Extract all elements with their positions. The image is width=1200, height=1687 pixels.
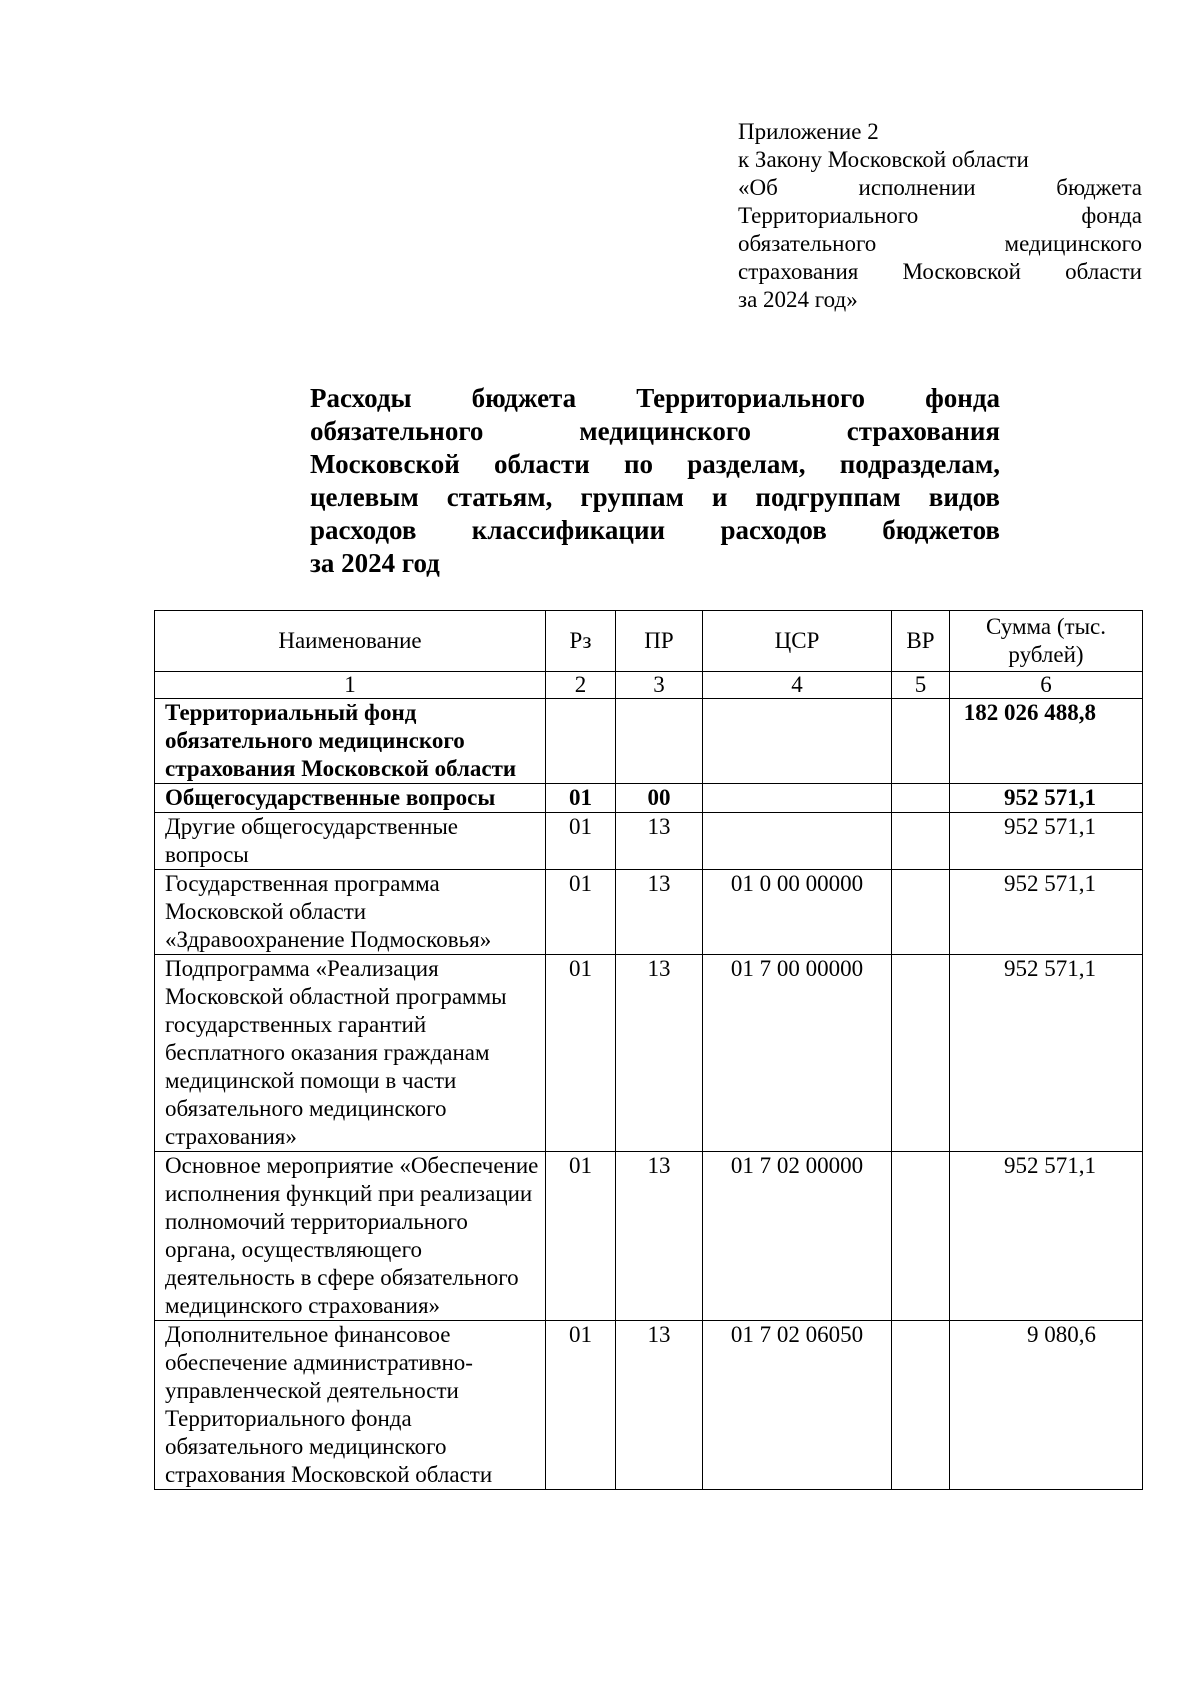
annex-block (738, 118, 1142, 314)
header-csr: ЦСР (703, 611, 892, 672)
row-pr: 13 (616, 1321, 703, 1490)
row-rz: 01 (546, 1152, 616, 1321)
header-vr: ВР (892, 611, 950, 672)
header-pr: ПР (616, 611, 703, 672)
row-name: Территориальный фонд обязательного медицинского страхования Московской области (155, 699, 546, 784)
expenditure-table (154, 610, 1143, 1490)
row-rz: 01 (546, 870, 616, 955)
column-number: 6 (950, 672, 1143, 699)
title-line: Расходы бюджета Территориального фонда (310, 383, 1000, 413)
table-row (155, 699, 1143, 784)
row-pr: 13 (616, 813, 703, 870)
row-name: Основное мероприятие «Обеспечение исполнения функций при реализации полномочий территориального органа, осуществляющего деятельность в сфере обязательного медицинского страхования» (155, 1152, 546, 1321)
annex-line: страхования Московской области (738, 259, 1142, 284)
row-rz: 01 (546, 955, 616, 1152)
header-name: Наименование (155, 611, 546, 672)
row-rz: 01 (546, 813, 616, 870)
column-number: 4 (703, 672, 892, 699)
column-number: 5 (892, 672, 950, 699)
title-line: за 2024 год (310, 548, 440, 578)
row-csr (703, 699, 892, 784)
row-csr: 01 7 02 06050 (703, 1321, 892, 1490)
row-vr (892, 813, 950, 870)
row-csr: 01 7 02 00000 (703, 1152, 892, 1321)
title-line: расходов классификации расходов бюджетов (310, 515, 1000, 545)
row-amount: 952 571,1 (950, 1152, 1143, 1321)
row-vr (892, 1321, 950, 1490)
table-row (155, 1152, 1143, 1321)
row-csr: 01 0 00 00000 (703, 870, 892, 955)
row-pr (616, 699, 703, 784)
column-number: 1 (155, 672, 546, 699)
table-row (155, 813, 1143, 870)
table-row (155, 870, 1143, 955)
row-name: Подпрограмма «Реализация Московской областной программы государственных гарантий бесплатного оказания гражданам медицинской помощи в части обязательного медицинского страхования» (155, 955, 546, 1152)
title-line: Московской области по разделам, подразделам, (310, 449, 1000, 479)
row-vr (892, 955, 950, 1152)
header-amount: Сумма (тыс. рублей) (950, 611, 1143, 672)
title-line: обязательного медицинского страхования (310, 416, 1000, 446)
table-row (155, 955, 1143, 1152)
row-pr: 13 (616, 1152, 703, 1321)
row-name: Государственная программа Московской области «Здравоохранение Подмосковья» (155, 870, 546, 955)
row-name: Дополнительное финансовое обеспечение административно-управленческой деятельности Территориального фонда обязательного медицинского страхования Московской области (155, 1321, 546, 1490)
row-amount: 182 026 488,8 (950, 699, 1143, 784)
row-vr (892, 784, 950, 813)
row-pr: 00 (616, 784, 703, 813)
annex-line: Территориального фонда (738, 203, 1142, 228)
row-name: Другие общегосударственные вопросы (155, 813, 546, 870)
title-line: целевым статьям, группам и подгруппам видов (310, 482, 1000, 512)
column-number: 3 (616, 672, 703, 699)
row-pr: 13 (616, 870, 703, 955)
row-name: Общегосударственные вопросы (155, 784, 546, 813)
row-amount: 952 571,1 (950, 955, 1143, 1152)
row-csr (703, 813, 892, 870)
header-rz: Рз (546, 611, 616, 672)
row-csr (703, 784, 892, 813)
row-rz: 01 (546, 784, 616, 813)
annex-line: за 2024 год» (738, 287, 858, 312)
column-number: 2 (546, 672, 616, 699)
row-vr (892, 1152, 950, 1321)
annex-line: Приложение 2 (738, 119, 879, 144)
annex-line: обязательного медицинского (738, 231, 1142, 256)
row-amount: 952 571,1 (950, 813, 1143, 870)
annex-line: к Закону Московской области (738, 147, 1029, 172)
row-csr: 01 7 00 00000 (703, 955, 892, 1152)
row-amount: 952 571,1 (950, 784, 1143, 813)
table-row (155, 784, 1143, 813)
row-vr (892, 699, 950, 784)
row-amount: 9 080,6 (950, 1321, 1143, 1490)
row-amount: 952 571,1 (950, 870, 1143, 955)
row-vr (892, 870, 950, 955)
row-pr: 13 (616, 955, 703, 1152)
document-title (310, 382, 1000, 580)
table-row (155, 1321, 1143, 1490)
annex-line: «Об исполнении бюджета (738, 175, 1142, 200)
row-rz: 01 (546, 1321, 616, 1490)
row-rz (546, 699, 616, 784)
